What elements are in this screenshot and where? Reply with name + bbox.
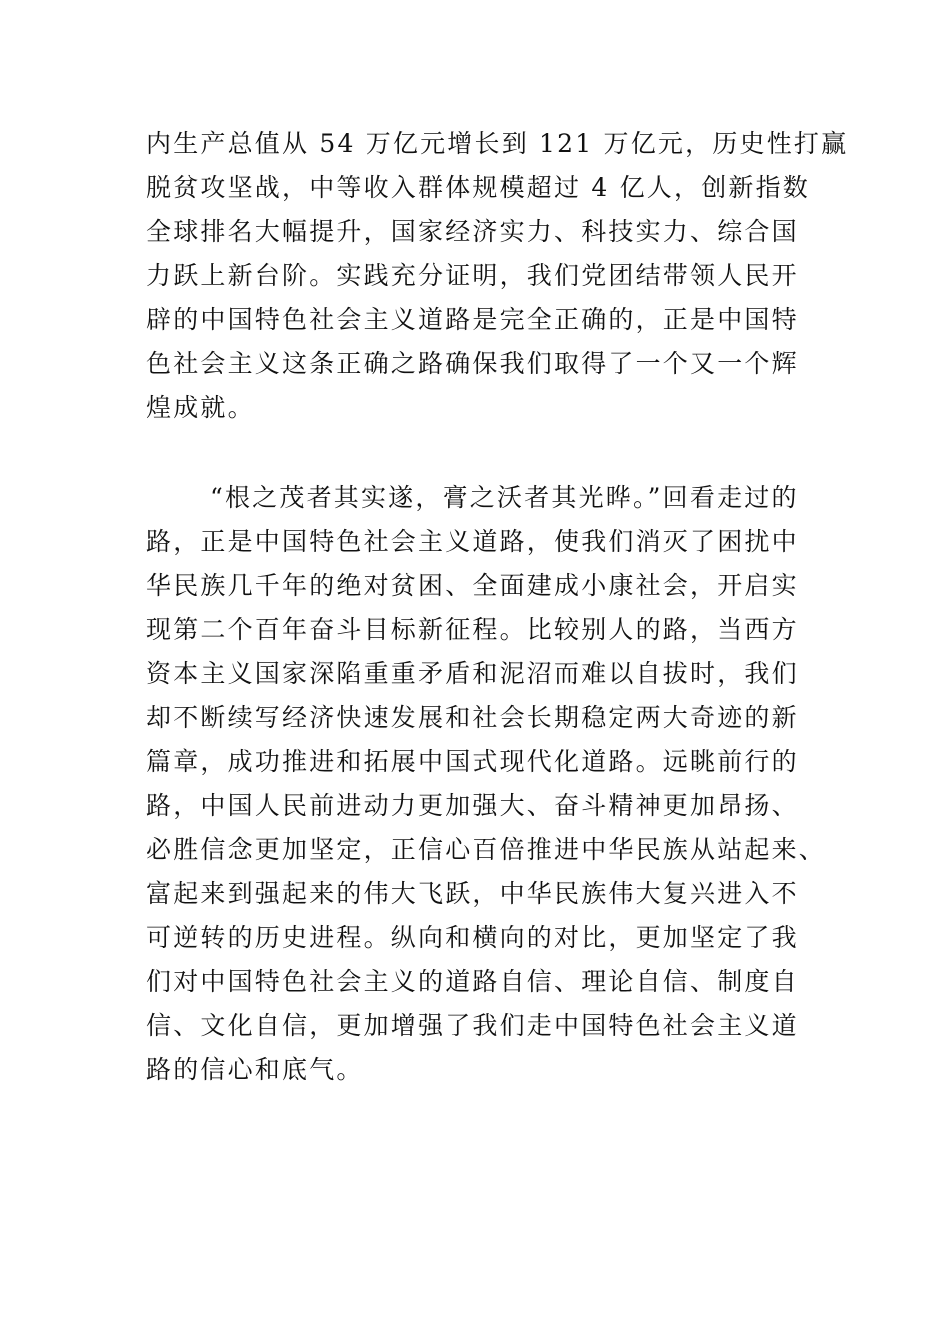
text-line: 全球排名大幅提升，国家经济实力、科技实力、综合国 — [146, 217, 799, 246]
paragraph-1 — [146, 122, 866, 430]
text-line: 内生产总值从 54 万亿元增长到 121 万亿元，历史性打赢 — [146, 129, 849, 158]
text-line: 信、文化自信，更加增强了我们走中国特色社会主义道 — [146, 1011, 799, 1040]
text-line: 却不断续写经济快速发展和社会长期稳定两大奇迹的新 — [146, 703, 799, 732]
text-line: 资本主义国家深陷重重矛盾和泥沼而难以自拔时，我们 — [146, 659, 799, 688]
text-line: 篇章，成功推进和拓展中国式现代化道路。远眺前行的 — [146, 747, 799, 776]
text-line: 煌成就。 — [146, 393, 255, 422]
text-line: 路的信心和底气。 — [146, 1055, 364, 1084]
text-line-indented: “根之茂者其实遂，膏之沃者其光晔。”回看走过的 — [210, 483, 799, 512]
paragraph-2 — [146, 476, 866, 1092]
text-line: 脱贫攻坚战，中等收入群体规模超过 4 亿人，创新指数 — [146, 173, 811, 202]
text-line: 们对中国特色社会主义的道路自信、理论自信、制度自 — [146, 967, 799, 996]
text-line: 可逆转的历史进程。纵向和横向的对比，更加坚定了我 — [146, 923, 799, 952]
text-line: 力跃上新台阶。实践充分证明，我们党团结带领人民开 — [146, 261, 799, 290]
text-line: 辟的中国特色社会主义道路是完全正确的，正是中国特 — [146, 305, 799, 334]
text-line: 必胜信念更加坚定，正信心百倍推进中华民族从站起来、 — [146, 835, 827, 864]
text-line: 现第二个百年奋斗目标新征程。比较别人的路，当西方 — [146, 615, 799, 644]
text-line: 富起来到强起来的伟大飞跃，中华民族伟大复兴进入不 — [146, 879, 799, 908]
text-line: 路，中国人民前进动力更加强大、奋斗精神更加昂扬、 — [146, 791, 799, 820]
text-line: 色社会主义这条正确之路确保我们取得了一个又一个辉 — [146, 349, 799, 378]
text-line: 路，正是中国特色社会主义道路，使我们消灭了困扰中 — [146, 527, 799, 556]
text-line: 华民族几千年的绝对贫困、全面建成小康社会，开启实 — [146, 571, 799, 600]
